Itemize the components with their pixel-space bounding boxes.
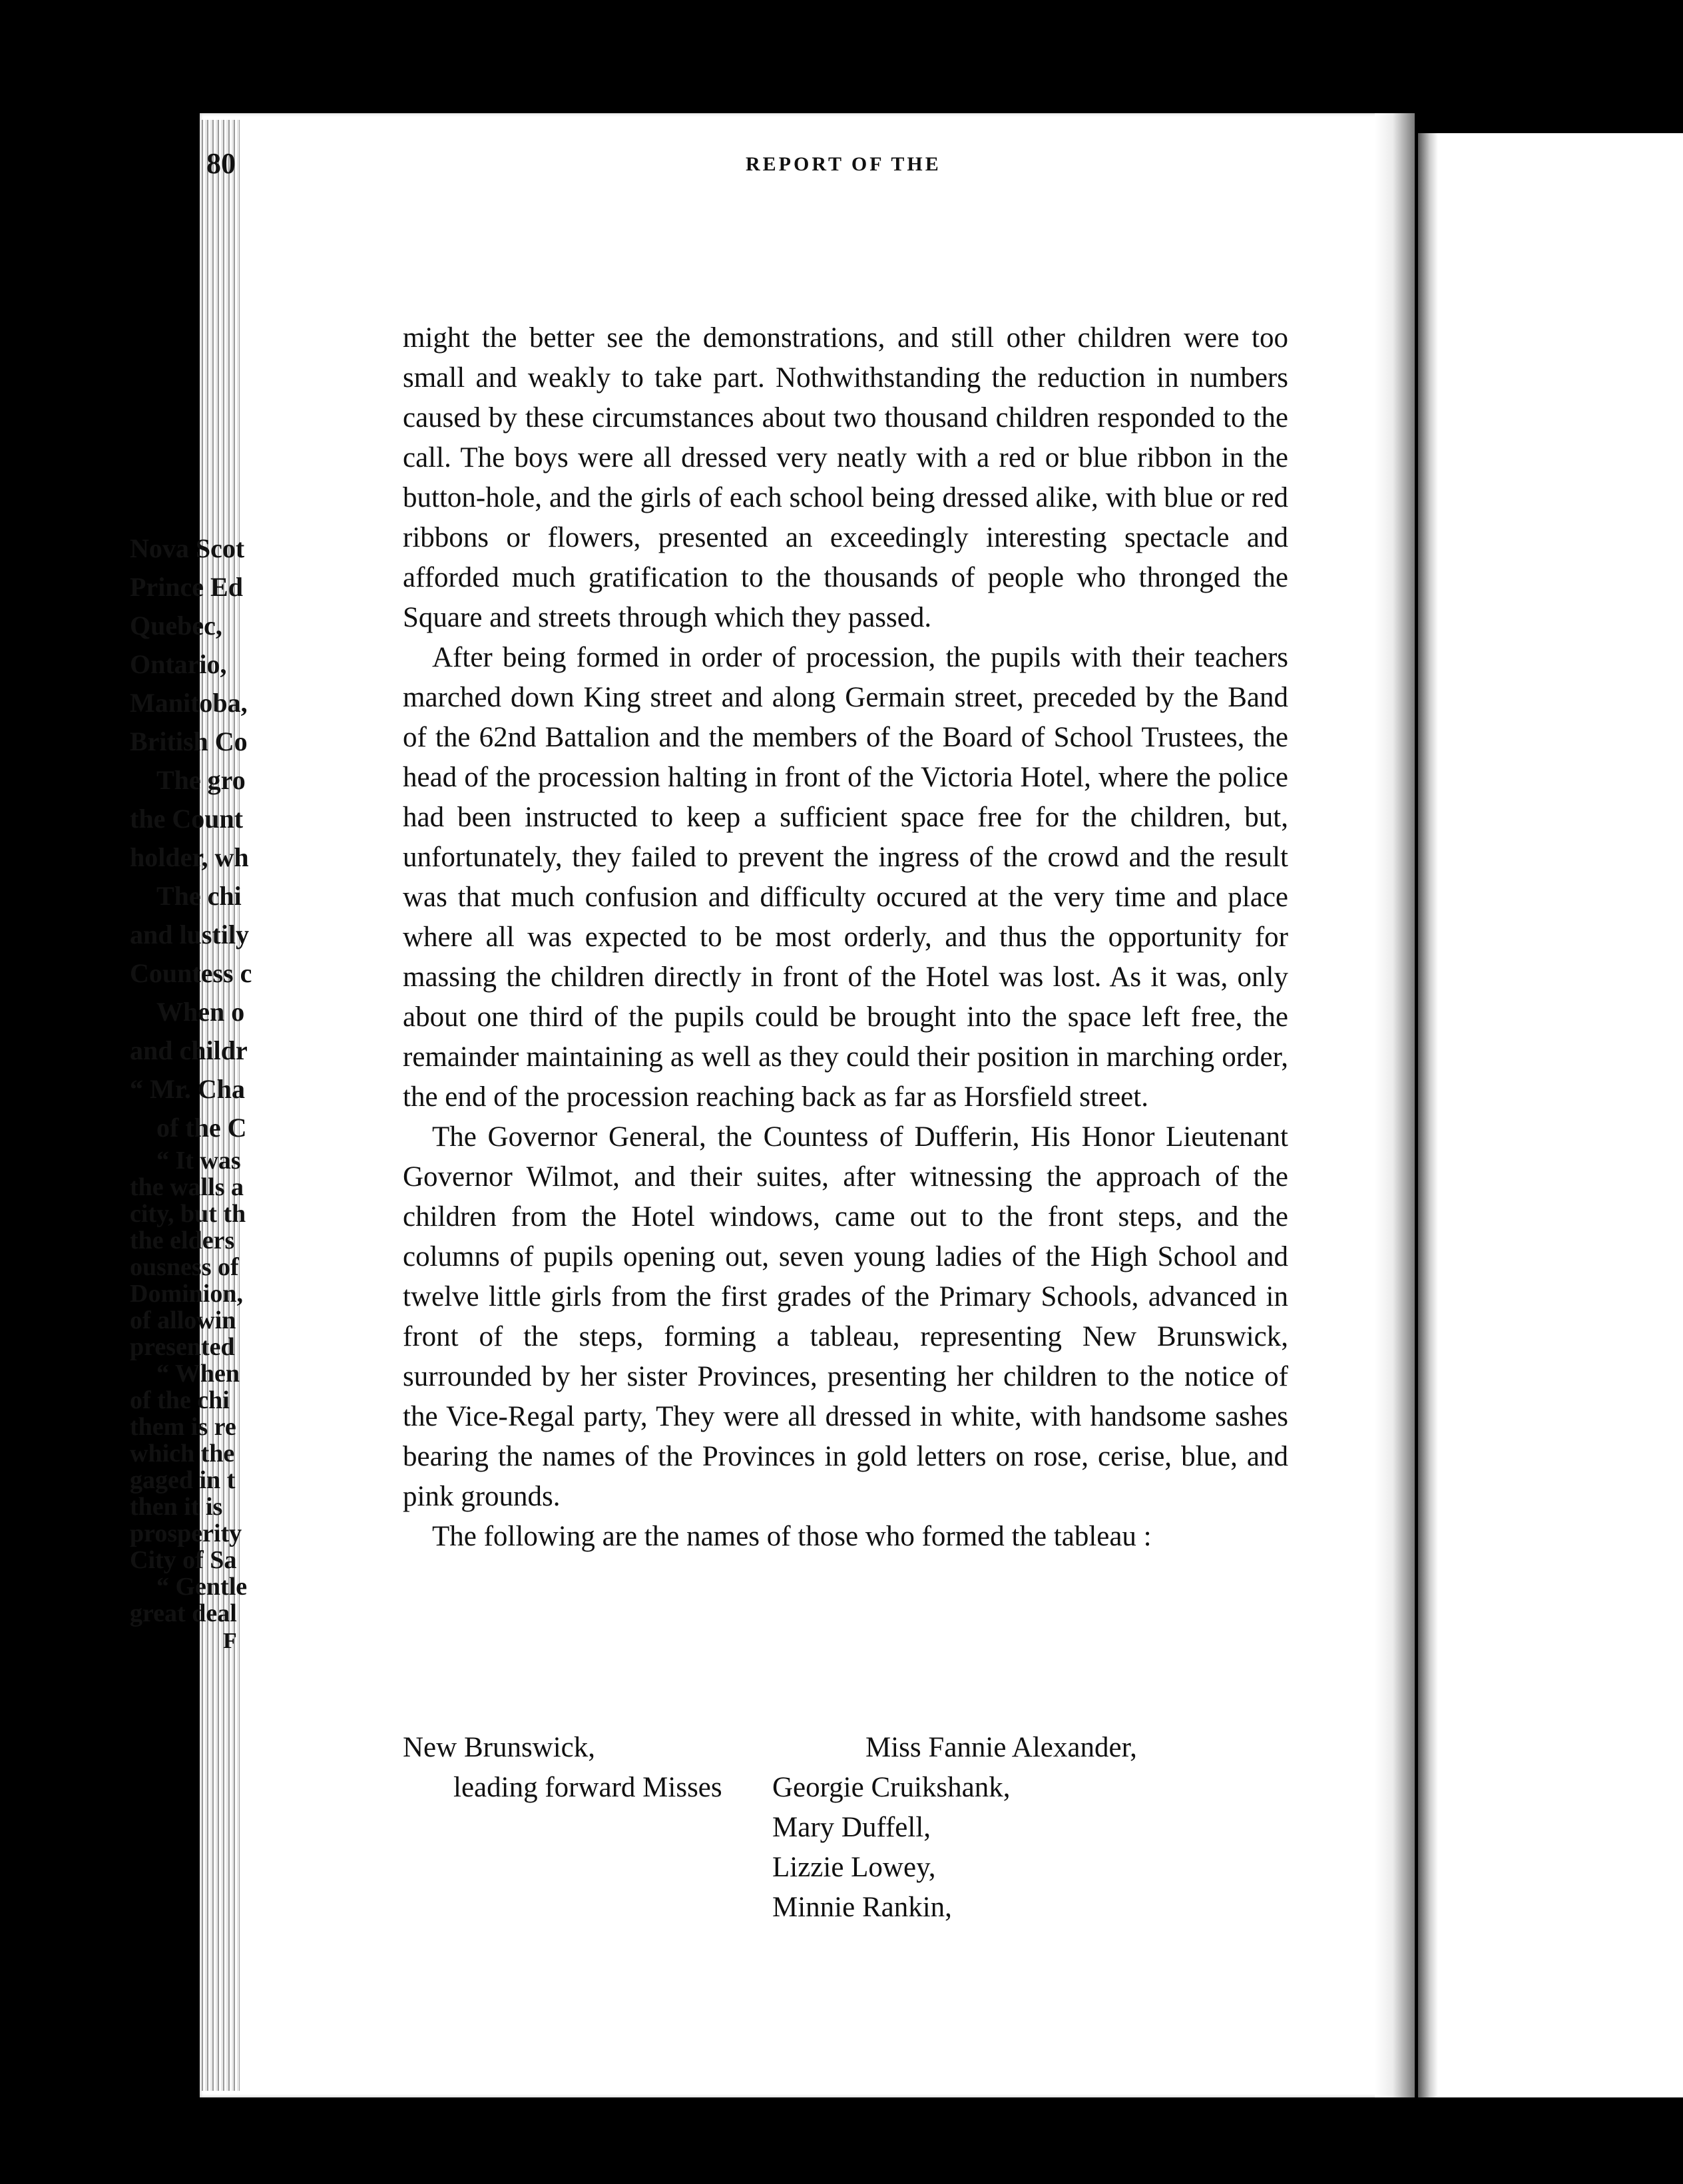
facing-line: City of Sa [130, 1546, 237, 1574]
page-number: 80 [206, 147, 236, 180]
facing-line: great deal [130, 1599, 237, 1627]
roster-leading-label: leading forward Misses [453, 1772, 722, 1803]
paragraph-tableau: The Governor General, the Countess of Dufferin, His Honor Lieutenant Governor Wilmot, and their suites, after witnessing the approach of the children from the Hotel windows, came out to the front steps, and the columns of pupils opening out, seven young ladies of the High School and twelve little girls from the first grades of the Primary Schools, advanced in front of the steps, forming a tableau, representing New Brunswick, surrounded by her sister Provinces, presenting her children to the notice of the Vice-Regal party, They were all dressed in white, with handsome sashes bearing the names of the Provinces in gold letters on rose, cerise, blue, and pink grounds. [403, 1121, 1288, 1512]
facing-line: and lustily [130, 920, 249, 950]
roster-role: New Brunswick, [403, 1732, 596, 1763]
facing-line: then it is [130, 1493, 223, 1521]
facing-line: the elders [130, 1227, 235, 1254]
roster-lead: Miss Fannie Alexander, [865, 1732, 1137, 1763]
roster-name: Lizzie Lowey, [772, 1852, 936, 1883]
facing-line: them is re [130, 1413, 236, 1441]
facing-line: city, but th [130, 1200, 246, 1228]
roster-name: Mary Duffell, [772, 1812, 931, 1843]
roster-name: Georgie Cruikshank, [772, 1772, 1011, 1803]
facing-line: Ontario, [130, 649, 227, 679]
facing-line: The gro [156, 765, 246, 795]
facing-line: prosperity [130, 1519, 242, 1547]
facing-line: Quebec, [130, 611, 222, 641]
roster-row [403, 1728, 1288, 1768]
facing-line: “ When [156, 1360, 240, 1388]
facing-line: presented [130, 1333, 235, 1361]
facing-line: gaged in t [130, 1466, 236, 1494]
facing-page-shadow [1418, 133, 1438, 2097]
facing-line: which the [130, 1440, 235, 1468]
paragraph-procession: After being formed in order of procession, the pupils with their teachers marched down King street and along Germain street, preceded by the Band of the 62nd Battalion and the members of the Board of School Trustees, the head of the procession halting in front of the Victoria Hotel, where the police had been instructed to keep a sufficient space free for the children, but, unfortunately, they failed to prevent the ingress of the crowd and the result was that much confusion and difficulty occured at the very time and place where all was expected to be most orderly, and thus the opportunity for massing the children directly in front of the Hotel was lost. As it was, only about one third of the pupils could be brought into the space left free, the remainder maintaining as well as they could their position in marching order, the end of the procession reaching back as far as Horsfield street. [403, 642, 1288, 1113]
facing-line: Countess c [130, 958, 252, 988]
running-head: REPORT OF THE [746, 153, 941, 175]
body-text [403, 318, 1288, 1557]
facing-line: Nova Scot [130, 533, 245, 563]
facing-line: holder, wh [130, 842, 249, 872]
facing-line: and childr [130, 1035, 248, 1065]
facing-line: Manitoba, [130, 688, 248, 718]
roster-row [403, 1888, 1288, 1928]
facing-line: the walls a [130, 1173, 244, 1201]
roster-row [403, 1808, 1288, 1848]
facing-line: Dominion, [130, 1280, 243, 1308]
paragraph-names-intro: The following are the names of those who formed the tableau : [432, 1521, 1152, 1552]
facing-line: “ Mr. Cha [130, 1074, 245, 1104]
facing-line: of allowin [130, 1306, 236, 1334]
page-header [206, 146, 1285, 180]
facing-line: The chi [156, 881, 242, 911]
facing-line: of the C [156, 1113, 247, 1143]
roster-row [403, 1768, 1288, 1808]
roster-name: Minnie Rankin, [772, 1892, 952, 1923]
facing-line: of the chi [130, 1386, 230, 1414]
facing-line: “ It was [156, 1147, 241, 1175]
facing-line: British Co [130, 726, 248, 756]
facing-line: When o [156, 997, 245, 1027]
book-gutter [1375, 113, 1415, 2097]
facing-line: the Count [130, 804, 244, 834]
tableau-roster [403, 1728, 1288, 1928]
paragraph-continuation: might the better see the demonstrations, and still other children were too small and weakly to take part. Nothwithstanding the reduction in numbers caused by these circumstances about two thousand children responded to the call. The boys were all dressed very neatly with a red or blue ribbon in the button-hole, and the girls of each school being dressed alike, with blue or red ribbons or flowers, presented an exceedingly interesting spectacle and afforded much gratification to the thousands of people who thronged the Square and streets through which they passed. [403, 322, 1288, 633]
facing-page-text [130, 529, 396, 1656]
facing-line: Prince Ed [130, 572, 243, 602]
facing-page [1418, 133, 1683, 2097]
facing-line: ousness of [130, 1253, 239, 1281]
roster-row [403, 1848, 1288, 1888]
facing-line: “ Gentle [156, 1573, 248, 1601]
facing-signature-mark: F [223, 1629, 237, 1653]
